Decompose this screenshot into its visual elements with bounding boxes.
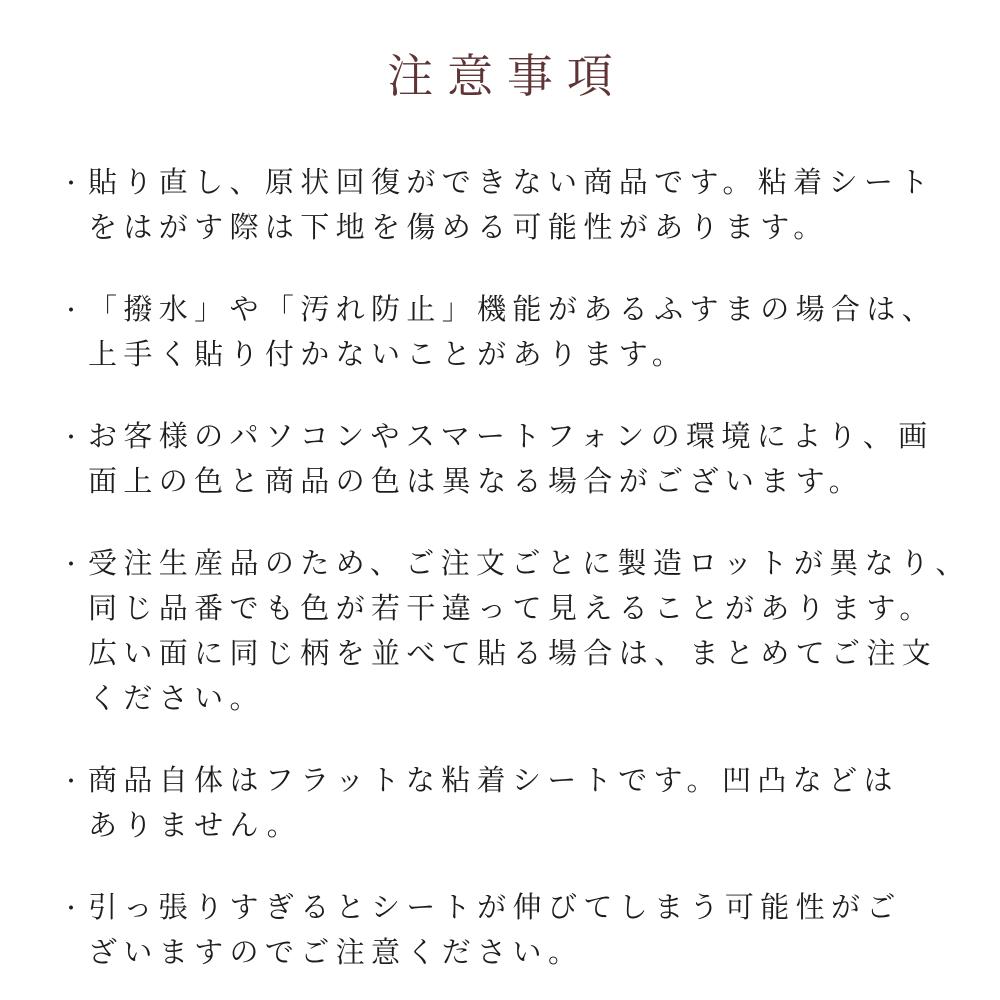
note-line: 「撥水」や「汚れ防止」機能があるふすまの場合は、 bbox=[88, 294, 938, 326]
note-text bbox=[88, 759, 960, 849]
bullet-dot-icon: ・ bbox=[60, 298, 83, 323]
note-text bbox=[88, 161, 960, 251]
note-line: 同じ品番でも色が若干違って見えることがあります。 bbox=[88, 593, 935, 625]
note-line: をはがす際は下地を傷める可能性があります。 bbox=[88, 212, 829, 244]
note-line: 上手く貼り付かないことがあります。 bbox=[88, 339, 688, 371]
notes-list bbox=[60, 161, 971, 976]
note-line: 受注生産品のため、ご注文ごとに製造ロットが異なり、 bbox=[88, 548, 971, 580]
note-text bbox=[88, 415, 960, 505]
note-item bbox=[60, 415, 960, 505]
note-line: ざいますのでご注意ください。 bbox=[88, 937, 584, 969]
note-line: ありません。 bbox=[88, 810, 303, 842]
note-line: お客様のパソコンやスマートフォンの環境により、画 bbox=[88, 421, 934, 453]
note-text bbox=[88, 288, 960, 378]
note-item bbox=[60, 886, 960, 976]
bullet-dot-icon: ・ bbox=[60, 896, 83, 921]
bullet-dot-icon: ・ bbox=[60, 425, 83, 450]
note-line: 貼り直し、原状回復ができない商品です。粘着シート bbox=[88, 167, 935, 199]
note-text bbox=[88, 886, 960, 976]
note-line: ください。 bbox=[88, 683, 265, 715]
note-item bbox=[60, 542, 971, 722]
note-text bbox=[88, 542, 971, 722]
note-item bbox=[60, 288, 960, 378]
note-line: 商品自体はフラットな粘着シートです。凹凸などは bbox=[88, 765, 899, 797]
bullet-dot-icon: ・ bbox=[60, 552, 83, 577]
note-line: 広い面に同じ柄を並べて貼る場合は、まとめてご注文 bbox=[88, 638, 938, 670]
note-line: 面上の色と商品の色は異なる場合がございます。 bbox=[88, 466, 865, 498]
note-item bbox=[60, 759, 960, 849]
note-line: 引っ張りすぎるとシートが伸びてしまう可能性がご bbox=[88, 892, 902, 924]
page-title: 注意事項 bbox=[387, 50, 627, 102]
bullet-dot-icon: ・ bbox=[60, 171, 83, 196]
note-item bbox=[60, 161, 960, 251]
bullet-dot-icon: ・ bbox=[60, 769, 83, 794]
